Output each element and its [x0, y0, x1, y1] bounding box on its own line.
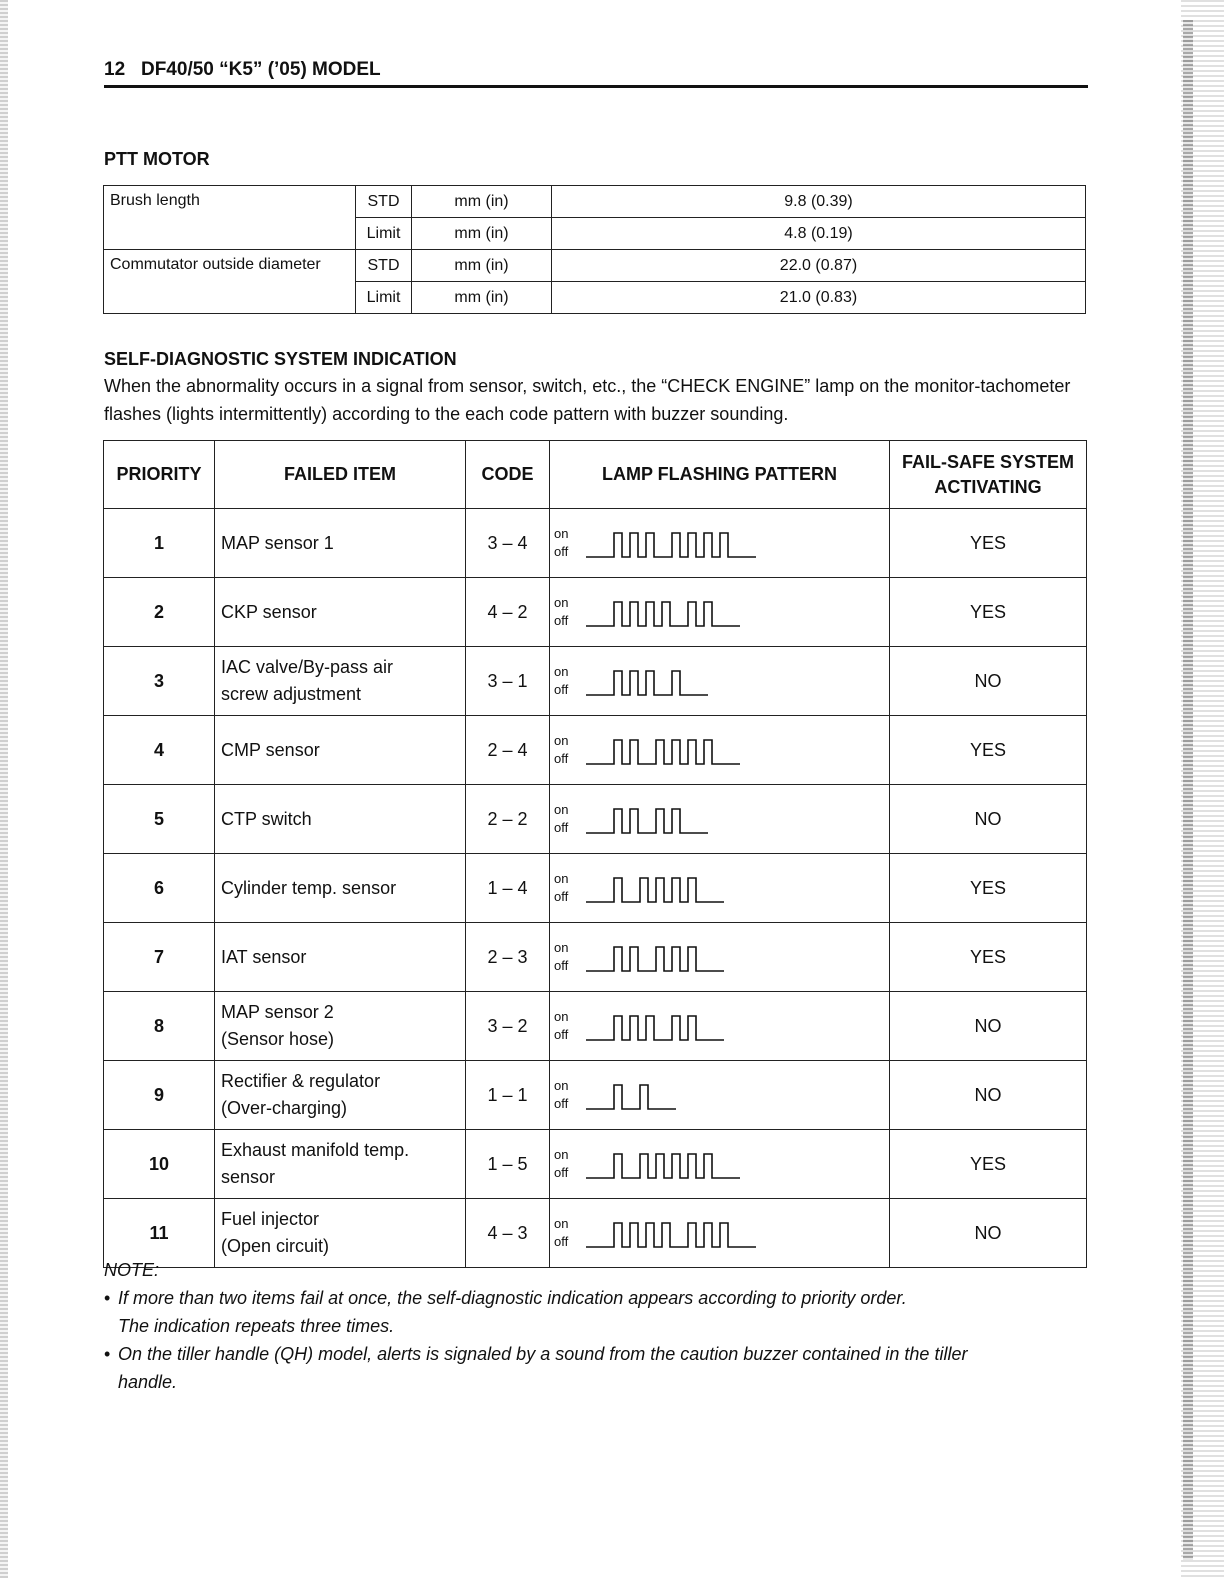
- ptt-unit: mm (in): [412, 250, 552, 282]
- code-cell: 4 – 3: [466, 1199, 550, 1268]
- failed-item-line: Rectifier & regulator: [221, 1071, 381, 1091]
- self-diag-table-body: [104, 509, 1087, 1268]
- pattern-cell: [550, 785, 890, 854]
- scan-right-edge: [1181, 0, 1224, 1578]
- failed-item-cell: [215, 1130, 466, 1199]
- failsafe-cell: YES: [890, 1130, 1087, 1199]
- failed-item-line: (Sensor hose): [221, 1029, 335, 1049]
- bullet-dot: •: [104, 1288, 111, 1308]
- off-label: off: [554, 1096, 569, 1111]
- priority-cell: 10: [104, 1130, 215, 1199]
- self-diag-title: SELF-DIAGNOSTIC SYSTEM INDICATION: [104, 349, 457, 369]
- ptt-type: Limit: [356, 282, 412, 314]
- on-label: on: [554, 1009, 569, 1024]
- table-row: [104, 647, 1087, 716]
- on-label: on: [554, 871, 569, 886]
- col-priority: PRIORITY: [104, 441, 215, 509]
- pattern-cell: [550, 992, 890, 1061]
- off-label: off: [554, 889, 569, 904]
- pattern-cell: [550, 647, 890, 716]
- failsafe-cell: NO: [890, 785, 1087, 854]
- on-label: on: [554, 1147, 569, 1162]
- note-bullet: [104, 1340, 1094, 1396]
- failsafe-cell: YES: [890, 716, 1087, 785]
- col-failsafe: [890, 441, 1087, 509]
- col-pattern: LAMP FLASHING PATTERN: [550, 441, 890, 509]
- priority-cell: 2: [104, 578, 215, 647]
- failed-item-line: sensor: [221, 1167, 276, 1187]
- failed-item-cell: [215, 1061, 466, 1130]
- failed-item-line: (Open circuit): [221, 1236, 330, 1256]
- table-header-row: [104, 441, 1087, 509]
- col-failed-item: FAILED ITEM: [215, 441, 466, 509]
- failed-item-line: MAP sensor 1: [221, 532, 334, 553]
- code-cell: 3 – 4: [466, 509, 550, 578]
- failsafe-cell: YES: [890, 509, 1087, 578]
- flash-pattern-wave: [586, 799, 846, 839]
- on-label: on: [554, 595, 569, 610]
- off-label: off: [554, 613, 569, 628]
- code-cell: 1 – 1: [466, 1061, 550, 1130]
- flash-pattern-wave: [586, 1144, 846, 1184]
- flash-pattern-wave: [586, 1075, 846, 1115]
- ptt-type: STD: [356, 250, 412, 282]
- failsafe-cell: NO: [890, 1199, 1087, 1268]
- bullet-dot: •: [104, 1344, 111, 1364]
- ptt-type: STD: [356, 186, 412, 218]
- on-label: on: [554, 802, 569, 817]
- scan-left-edge: [0, 0, 8, 1578]
- ptt-unit: mm (in): [412, 186, 552, 218]
- code-cell: 1 – 4: [466, 854, 550, 923]
- off-label: off: [554, 820, 569, 835]
- flash-pattern-wave: [586, 937, 846, 977]
- flash-pattern-wave: [586, 868, 846, 908]
- off-label: off: [554, 1165, 569, 1180]
- ptt-value: 4.8 (0.19): [552, 218, 1086, 250]
- failsafe-cell: NO: [890, 992, 1087, 1061]
- failed-item-line: Cylinder temp. sensor: [221, 877, 397, 898]
- on-label: on: [554, 733, 569, 748]
- off-label: off: [554, 544, 569, 559]
- page-number: 12: [104, 59, 126, 80]
- failed-item-cell: [215, 647, 466, 716]
- ptt-unit: mm (in): [412, 282, 552, 314]
- pattern-cell: [550, 923, 890, 992]
- pattern-cell: [550, 854, 890, 923]
- table-row: [104, 509, 1087, 578]
- failed-item-line: Fuel injector: [221, 1209, 320, 1229]
- note-line: The indication repeats three times.: [118, 1316, 395, 1336]
- ptt-label-brush: Brush length: [104, 186, 356, 250]
- model-title: DF40/50 “K5” (’05) MODEL: [140, 59, 381, 80]
- self-diag-table: [103, 440, 1087, 1268]
- on-label: on: [554, 940, 569, 955]
- priority-cell: 1: [104, 509, 215, 578]
- code-cell: 1 – 5: [466, 1130, 550, 1199]
- priority-cell: 8: [104, 992, 215, 1061]
- table-row: [104, 250, 1086, 282]
- col-code: CODE: [466, 441, 550, 509]
- priority-cell: 9: [104, 1061, 215, 1130]
- code-cell: 2 – 2: [466, 785, 550, 854]
- ptt-value: 9.8 (0.39): [552, 186, 1086, 218]
- failed-item-line: CKP sensor: [221, 601, 317, 622]
- note-bullet: [104, 1284, 1094, 1340]
- on-label: on: [554, 1216, 569, 1231]
- failsafe-cell: YES: [890, 578, 1087, 647]
- ptt-value: 22.0 (0.87): [552, 250, 1086, 282]
- failed-item-cell: [215, 716, 466, 785]
- failed-item-line: CMP sensor: [221, 739, 320, 760]
- off-label: off: [554, 1234, 569, 1249]
- failed-item-line: IAC valve/By-pass air: [221, 657, 394, 677]
- failed-item-cell: [215, 923, 466, 992]
- failed-item-line: CTP switch: [221, 808, 312, 829]
- on-label: on: [554, 526, 569, 541]
- failed-item-cell: [215, 509, 466, 578]
- on-label: on: [554, 1078, 569, 1093]
- off-label: off: [554, 1027, 569, 1042]
- flash-pattern-wave: [586, 1213, 846, 1253]
- note-line: If more than two items fail at once, the self-diagnostic indication appears according to priority order.: [118, 1288, 907, 1308]
- code-cell: 4 – 2: [466, 578, 550, 647]
- priority-cell: 4: [104, 716, 215, 785]
- failsafe-cell: YES: [890, 854, 1087, 923]
- code-cell: 2 – 4: [466, 716, 550, 785]
- table-row: [104, 854, 1087, 923]
- ptt-type: Limit: [356, 218, 412, 250]
- self-diag-description: When the abnormality occurs in a signal from sensor, switch, etc., the “CHECK ENGINE” lamp on the monitor-tachometer flashes (lights intermittently) according to the each code pattern with buzzer sounding.: [104, 376, 1071, 424]
- ptt-value: 21.0 (0.83): [552, 282, 1086, 314]
- failed-item-cell: [215, 578, 466, 647]
- off-label: off: [554, 958, 569, 973]
- code-cell: 2 – 3: [466, 923, 550, 992]
- failed-item-cell: [215, 785, 466, 854]
- failsafe-cell: YES: [890, 923, 1087, 992]
- ptt-motor-title: PTT MOTOR: [104, 149, 210, 169]
- failsafe-cell: NO: [890, 1061, 1087, 1130]
- note: [104, 1256, 1094, 1396]
- ptt-motor-table: [103, 185, 1086, 314]
- table-row: [104, 186, 1086, 218]
- failsafe-cell: NO: [890, 647, 1087, 716]
- table-row: [104, 1130, 1087, 1199]
- flash-pattern-wave: [586, 523, 846, 563]
- note-line: On the tiller handle (QH) model, alerts is signaled by a sound from the caution buzzer contained in the tiller: [118, 1344, 968, 1364]
- table-row: [104, 578, 1087, 647]
- priority-cell: 11: [104, 1199, 215, 1268]
- failed-item-line: (Over-charging): [221, 1098, 348, 1118]
- priority-cell: 6: [104, 854, 215, 923]
- col-failsafe-line1: FAIL-SAFE SYSTEM: [901, 451, 1074, 472]
- note-title: NOTE:: [104, 1260, 160, 1280]
- on-label: on: [554, 664, 569, 679]
- page-header: [104, 59, 1088, 81]
- flash-pattern-wave: [586, 1006, 846, 1046]
- flash-pattern-wave: [586, 592, 846, 632]
- table-row: [104, 716, 1087, 785]
- failed-item-cell: [215, 854, 466, 923]
- table-row: [104, 785, 1087, 854]
- pattern-cell: [550, 1061, 890, 1130]
- col-failsafe-line2: ACTIVATING: [934, 476, 1042, 497]
- pattern-cell: [550, 578, 890, 647]
- table-row: [104, 1061, 1087, 1130]
- off-label: off: [554, 682, 569, 697]
- failed-item-line: Exhaust manifold temp.: [221, 1140, 410, 1160]
- code-cell: 3 – 1: [466, 647, 550, 716]
- pattern-cell: [550, 716, 890, 785]
- priority-cell: 7: [104, 923, 215, 992]
- pattern-cell: [550, 509, 890, 578]
- table-row: [104, 992, 1087, 1061]
- failed-item-line: MAP sensor 2: [221, 1002, 334, 1022]
- flash-pattern-wave: [586, 730, 846, 770]
- priority-cell: 3: [104, 647, 215, 716]
- failed-item-cell: [215, 992, 466, 1061]
- header-rule: [104, 85, 1088, 88]
- failed-item-line: screw adjustment: [221, 684, 362, 704]
- note-line: handle.: [118, 1372, 178, 1392]
- table-row: [104, 923, 1087, 992]
- priority-cell: 5: [104, 785, 215, 854]
- off-label: off: [554, 751, 569, 766]
- failed-item-line: IAT sensor: [221, 946, 307, 967]
- ptt-unit: mm (in): [412, 218, 552, 250]
- flash-pattern-wave: [586, 661, 846, 701]
- ptt-label-commutator: Commutator outside diameter: [104, 250, 356, 314]
- code-cell: 3 – 2: [466, 992, 550, 1061]
- pattern-cell: [550, 1130, 890, 1199]
